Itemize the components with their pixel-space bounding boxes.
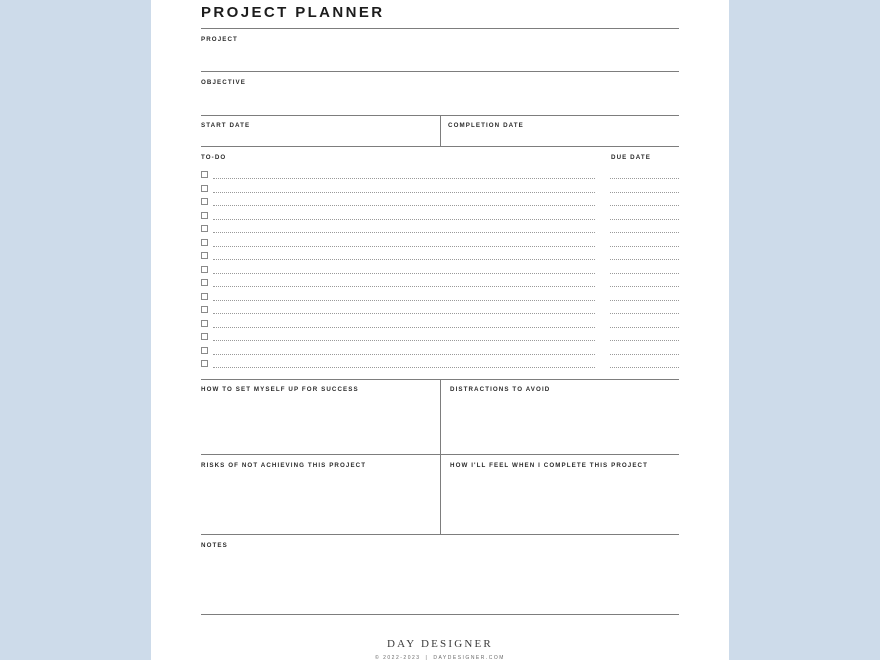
todo-due-line[interactable]: [610, 219, 679, 220]
checkbox[interactable]: [201, 171, 208, 178]
todo-task-line[interactable]: [213, 192, 595, 193]
todo-row: [201, 238, 679, 252]
todo-row: [201, 224, 679, 238]
due-date-label: DUE DATE: [611, 154, 651, 161]
distractions-label: DISTRACTIONS TO AVOID: [450, 386, 551, 393]
footer: [151, 655, 729, 660]
todo-row: [201, 211, 679, 225]
divider: [201, 454, 679, 455]
checkbox[interactable]: [201, 333, 208, 340]
todo-task-line[interactable]: [213, 354, 595, 355]
todo-due-line[interactable]: [610, 367, 679, 368]
notes-label: NOTES: [201, 542, 228, 549]
todo-due-line[interactable]: [610, 232, 679, 233]
todo-task-line[interactable]: [213, 246, 595, 247]
todo-due-line[interactable]: [610, 327, 679, 328]
checkbox[interactable]: [201, 198, 208, 205]
divider: [440, 115, 441, 146]
checkbox[interactable]: [201, 279, 208, 286]
checkbox[interactable]: [201, 266, 208, 273]
divider: [201, 28, 679, 29]
todo-due-line[interactable]: [610, 246, 679, 247]
todo-due-line[interactable]: [610, 259, 679, 260]
page-title: PROJECT PLANNER: [201, 4, 385, 21]
todo-row: [201, 319, 679, 333]
notes-field-line[interactable]: [201, 614, 679, 615]
footer-separator: |: [425, 655, 429, 660]
copyright-text: © 2022-2023: [375, 655, 421, 660]
todo-row: [201, 292, 679, 306]
todo-row: [201, 184, 679, 198]
todo-row: [201, 359, 679, 373]
checkbox[interactable]: [201, 347, 208, 354]
success-label: HOW TO SET MYSELF UP FOR SUCCESS: [201, 386, 359, 393]
todo-task-line[interactable]: [213, 367, 595, 368]
todo-due-line[interactable]: [610, 286, 679, 287]
project-field-line[interactable]: [201, 71, 679, 72]
todo-task-line[interactable]: [213, 232, 595, 233]
todo-row: [201, 332, 679, 346]
start-date-label: START DATE: [201, 122, 251, 129]
todo-due-line[interactable]: [610, 192, 679, 193]
todo-due-line[interactable]: [610, 205, 679, 206]
todo-task-line[interactable]: [213, 300, 595, 301]
todo-label: TO-DO: [201, 154, 227, 161]
todo-row: [201, 265, 679, 279]
todo-task-line[interactable]: [213, 219, 595, 220]
checkbox[interactable]: [201, 306, 208, 313]
date-field-line[interactable]: [201, 146, 679, 147]
divider: [440, 379, 441, 534]
risks-label: RISKS OF NOT ACHIEVING THIS PROJECT: [201, 462, 367, 469]
checkbox[interactable]: [201, 360, 208, 367]
checkbox[interactable]: [201, 185, 208, 192]
todo-list: [201, 170, 679, 373]
todo-row: [201, 197, 679, 211]
checkbox[interactable]: [201, 293, 208, 300]
divider: [201, 534, 679, 535]
planner-page: [151, 0, 729, 660]
checkbox[interactable]: [201, 252, 208, 259]
todo-due-line[interactable]: [610, 178, 679, 179]
project-label: PROJECT: [201, 36, 238, 43]
website-link[interactable]: DAYDESIGNER.COM: [433, 655, 505, 660]
todo-task-line[interactable]: [213, 313, 595, 314]
checkbox[interactable]: [201, 239, 208, 246]
todo-due-line[interactable]: [610, 354, 679, 355]
todo-task-line[interactable]: [213, 286, 595, 287]
todo-task-line[interactable]: [213, 205, 595, 206]
todo-task-line[interactable]: [213, 259, 595, 260]
todo-task-line[interactable]: [213, 273, 595, 274]
todo-row: [201, 251, 679, 265]
todo-task-line[interactable]: [213, 327, 595, 328]
todo-row: [201, 278, 679, 292]
completion-date-label: COMPLETION DATE: [448, 122, 524, 129]
todo-due-line[interactable]: [610, 313, 679, 314]
todo-due-line[interactable]: [610, 340, 679, 341]
feel-label: HOW I'LL FEEL WHEN I COMPLETE THIS PROJECT: [450, 462, 649, 469]
checkbox[interactable]: [201, 225, 208, 232]
brand-logo: DAY DESIGNER: [387, 638, 493, 650]
todo-row: [201, 170, 679, 184]
todo-row: [201, 346, 679, 360]
checkbox[interactable]: [201, 212, 208, 219]
checkbox[interactable]: [201, 320, 208, 327]
todo-due-line[interactable]: [610, 273, 679, 274]
objective-label: OBJECTIVE: [201, 79, 246, 86]
todo-row: [201, 305, 679, 319]
todo-task-line[interactable]: [213, 178, 595, 179]
todo-task-line[interactable]: [213, 340, 595, 341]
todo-due-line[interactable]: [610, 300, 679, 301]
